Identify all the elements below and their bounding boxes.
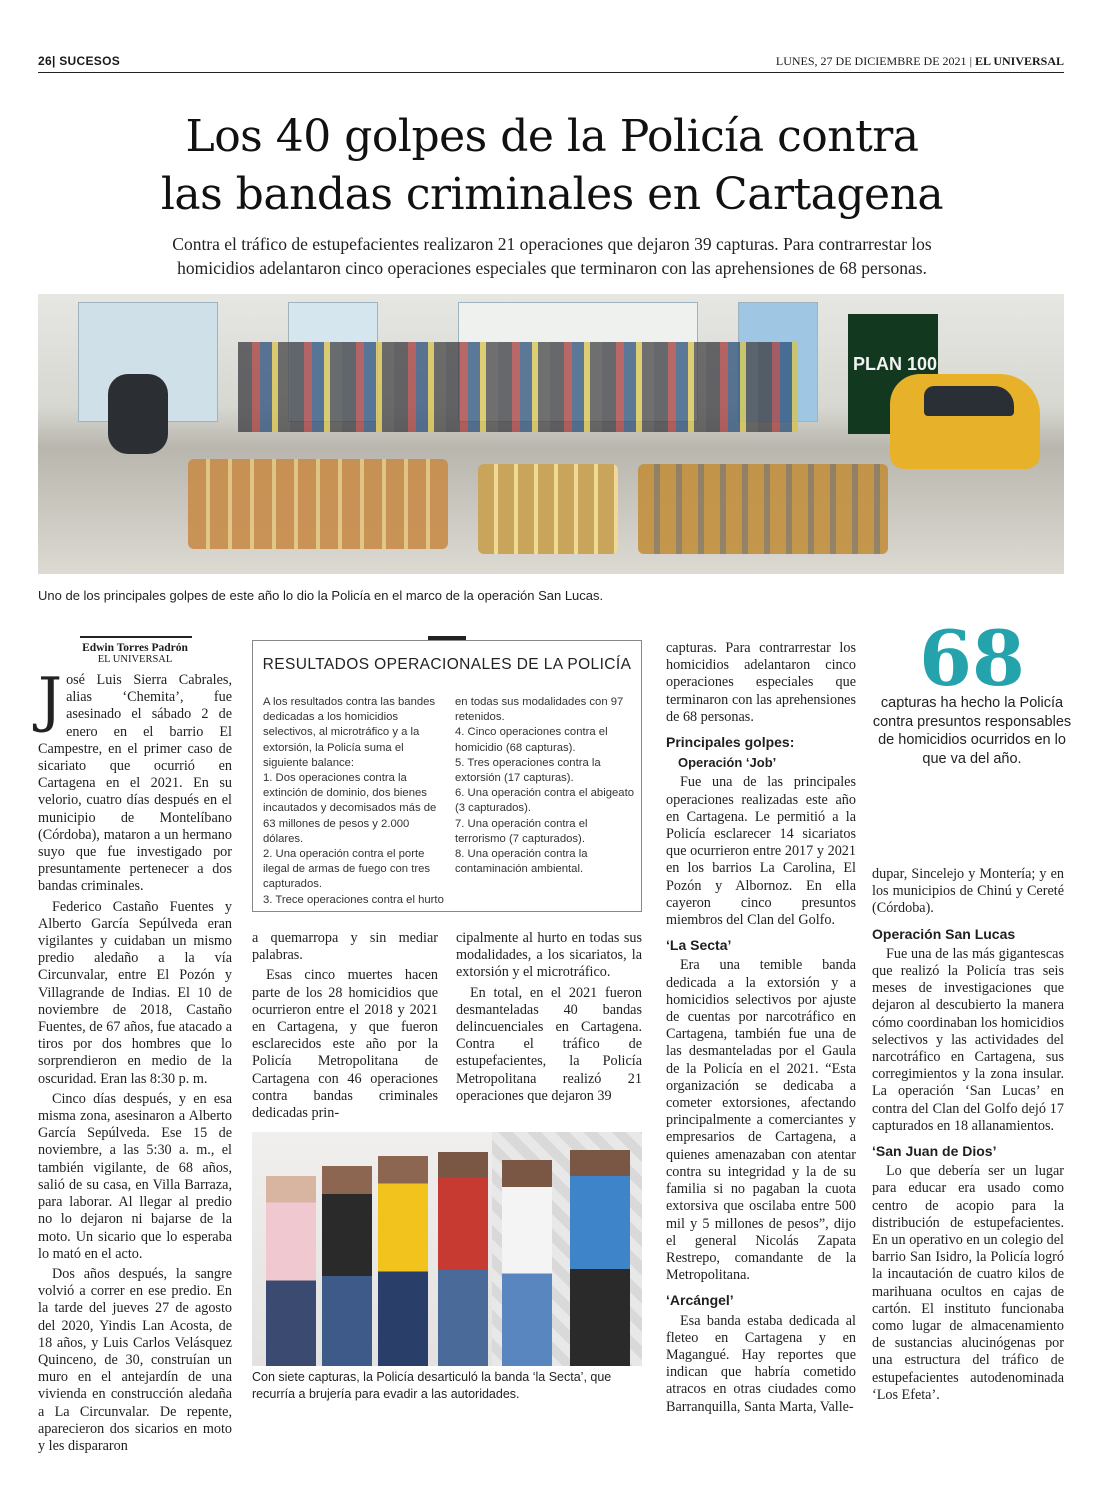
stat-text: capturas ha hecho la Policía contra presuntos responsables de homicidios ocurridos en lo que va del año. [872, 695, 1072, 767]
drop-cap: J [38, 665, 63, 735]
paragraph: Fue una de las principales operaciones realizadas este año en Cartagena. Le permitió a la Policía esclarecer 14 sicariatos que ocurrieron entre 2017 y 2021 en los barrios La Carolina, El Pozón y Albornoz. En ella cayeron cinco presuntos miembros del Clan del Golfo. [666, 774, 856, 929]
deck-line-1: Contra el tráfico de estupefacientes realizaron 21 operaciones que dejaron 39 capturas. Para contrarrestar los [172, 234, 932, 254]
person-figure [266, 1176, 316, 1366]
seized-packages-right [638, 464, 888, 554]
paragraph: En total, en el 2021 fueron desmanteladas 40 bandas delincuenciales en Cartagena. Contra el tráfico de estupefacientes, la Policía Metropolitana realizó 21 operaciones que dejaron 39 [456, 984, 642, 1104]
plan-100-label: PLAN 100 [853, 354, 938, 374]
headline [40, 108, 1064, 224]
issue-date: LUNES, 27 DE DICIEMBRE DE 2021 [775, 54, 967, 68]
secondary-photo-caption: Con siete capturas, la Policía desarticuló la banda ‘la Secta’, que recurría a brujería para evadir a las autoridades. [252, 1370, 612, 1401]
main-photo [38, 294, 1064, 574]
author-org: EL UNIVERSAL [97, 654, 173, 665]
paragraph: Esas cinco muertes hacen parte de los 28 homicidios que ocurrieron entre el 2018 y 2021 en Cartagena, y que fueron esclarecidos este año por la Policía Metropolitana de Cartagena con 46 operaciones contra bandas criminales dedicadas prin- [252, 967, 438, 1122]
subhead-principales-golpes: Principales golpes: [666, 734, 795, 751]
results-box-title: RESULTADOS OPERACIONALES DE LA POLICÍA [262, 656, 632, 673]
folio-divider [38, 72, 1064, 73]
byline-rule [80, 636, 192, 638]
paragraph: José Luis Sierra Cabrales, alias ‘Chemita’, fue asesinado el sábado 2 de enero en el barrio El Campestre, en el primer caso de sicariato que ocurrió en Cartagena en el 2021. En su velorio, cuatro días después en el municipio de Montelíbano (Córdoba), mataron a un hermano suyo que fue investigado por presuntamente pertenecer a dos bandas criminales. [38, 665, 232, 895]
person-figure [378, 1156, 428, 1366]
byline [38, 642, 232, 665]
deck-line-2: homicidios adelantaron cinco operaciones especiales que terminaron con las aprehensiones de 68 personas. [177, 258, 927, 278]
page-folio-date: LUNES, 27 DE DICIEMBRE DE 2021 | EL UNIVERSAL [775, 54, 1064, 68]
paragraph: capturas. Para contrarrestar los homicidios adelantaron cinco operaciones especiales que terminaron con las aprehensiones de 68 personas. [666, 640, 856, 725]
headline-line-1: Los 40 golpes de la Policía contra [185, 111, 919, 162]
paragraph: Federico Castaño Fuentes y Alberto García Sepúlveda eran vigilantes y cuidaban un mismo predio aledaño a la vía Circunvalar, entre El Pozón y Villagrande de Indias. El 10 de noviembre de 2018, Castaño Fuentes, de 67 años, fue atacado a tiros por dos hombres que lo sorprendieron en medio de la oscuridad. Eran las 8:30 p. m. [38, 898, 232, 1087]
paragraph: a quemarropa y sin mediar palabras. [252, 930, 438, 964]
subhead-operacion-job: Operación ‘Job’ [678, 755, 777, 771]
person-figure [502, 1160, 552, 1366]
seized-packages-left [188, 459, 448, 549]
secondary-photo [252, 1132, 642, 1366]
subhead-san-juan-de-dios: ‘San Juan de Dios’ [872, 1143, 997, 1160]
headline-line-2: las bandas criminales en Cartagena [160, 169, 944, 220]
results-box [252, 640, 642, 912]
paragraph: cipalmente al hurto en todas sus modalidades, a los sicariatos, la extorsión y el microtráfico. [456, 930, 642, 981]
motorcycle [108, 374, 168, 454]
car-window [924, 386, 1014, 416]
paragraph: Esa banda estaba dedicada al fleteo en Cartagena y en Magangué. Hay reportes que indican que habría cometido atracos en otras ciudades como Barranquilla, Santa Marta, Valle- [666, 1312, 856, 1415]
column-1 [38, 665, 232, 1458]
paragraph: Lo que debería ser un lugar para educar era usado como centro de acopio para la distribución de estupefacientes. En un operativo en un colegio del barrio San Isidro, la Policía logró la incautación de cuatro kilos de marihuana ocultos en cajas de cartón. El instituto funcionaba como lugar de almacenamiento de sustancias alucinógenas por una estructura del tráfico de estupefacientes autodenominada ‘Los Efeta’. [872, 1163, 1064, 1403]
stat-number: 68 [919, 614, 1025, 703]
deck [60, 232, 1044, 280]
column-2 [252, 930, 438, 1125]
subhead-la-secta: ‘La Secta’ [666, 937, 732, 954]
page-number: 26 [38, 54, 52, 68]
results-box-right: en todas sus modalidades con 97 retenidos. 4. Cinco operaciones contra el homicidio (68 capturas). 5. Tres operaciones contra la extorsión (17 capturas). 6. Una operación contra el abigeato (3 capturados). 7. Una operación contra el terrorismo (7 capturados). 8. Una operación contra la contaminación ambiental. [455, 696, 634, 876]
results-box-left: A los resultados contra las bandes dedicadas a los homicidios selectivos, al microtráfico y a la extorsión, la Policía suma el siguiente balance: 1. Dos operaciones contra la extinción de dominio, dos bienes incautados y decomisados más de 63 millones de pesos y 2.000 dólares. 2. Una operación contra el porte ilegal de armas de fuego con tres capturados. 3. Trece operaciones contra el hurto [263, 696, 444, 906]
page-folio-section: 26| SUCESOS [38, 54, 121, 68]
main-photo-caption: Uno de los principales golpes de este año lo dio la Policía en el marco de la operación San Lucas. [38, 588, 604, 603]
subhead-arcangel: ‘Arcángel’ [666, 1292, 734, 1309]
seized-packages-center [478, 464, 618, 554]
paragraph: Dos años después, la sangre volvió a correr en ese predio. En la tarde del jueves 27 de agosto del 2020, Yindis Lan Acosta, de 18 años, y Luis Carlos Velásquez Quinceno, de 30, construían un muro en el antejardín de una vivienda en construcción aledaña a La Circunvalar. De repente, aparecieron dos sicarios en moto y les dispararon [38, 1265, 232, 1454]
person-figure [438, 1152, 488, 1366]
paragraph: Era una temible banda dedicada a la extorsión y a homicidios selectivos por ajuste de cuentas por narcotráfico en Cartagena, también fue una de las desmanteladas por el Gaula de la Policía en el 2021. “Esta organización se dedicaba a cometer extorsiones, afectando principalmente a comerciantes y empresarios de Cartagena, a quienes amenazaban con atentar contra su integridad y la de su familia si no pagaban la cuota extorsiva que oscilaba entre 500 mil y 5 millones de pesos”, dijo el general Nicolás Zapata Restrepo, comandante de la Metropolitana. [666, 957, 856, 1284]
column-4 [666, 640, 856, 1419]
author-name: Edwin Torres Padrón [82, 642, 188, 654]
paragraph: Cinco días después, y en esa misma zona, asesinaron a Alberto García Sepúlveda. Ese 15 de noviembre, a las 5:30 a. m., el también vigilante, de 68 años, salió de su casa, en Villa Barraza, para laborar. Al llegar al predio no lo dejaron ni bajarse de la moto. Un sicario que lo esperaba lo mató en el acto. [38, 1090, 232, 1262]
person-figure [322, 1166, 372, 1366]
section-name: SUCESOS [59, 54, 121, 68]
column-5 [872, 866, 1064, 1407]
newspaper-name: EL UNIVERSAL [974, 54, 1064, 68]
detainees-row [238, 342, 798, 432]
subhead-operacion-san-lucas: Operación San Lucas [872, 925, 1016, 942]
paragraph: Fue una de las más gigantescas que realizó la Policía tras seis meses de investigaciones que dejaron al descubierto la manera cómo coordinaban los homicidios selectivos y las actividades del narcotráfico en Cartagena, sus corregimientos y la zona insular. La operación ‘San Lucas’ en contra del Clan del Golfo dejó 17 capturados en 18 allanamientos. [872, 945, 1064, 1134]
paragraph: dupar, Sincelejo y Montería; y en los municipios de Chinú y Cereté (Córdoba). [872, 866, 1064, 917]
person-figure [570, 1150, 630, 1366]
column-3 [456, 930, 642, 1108]
